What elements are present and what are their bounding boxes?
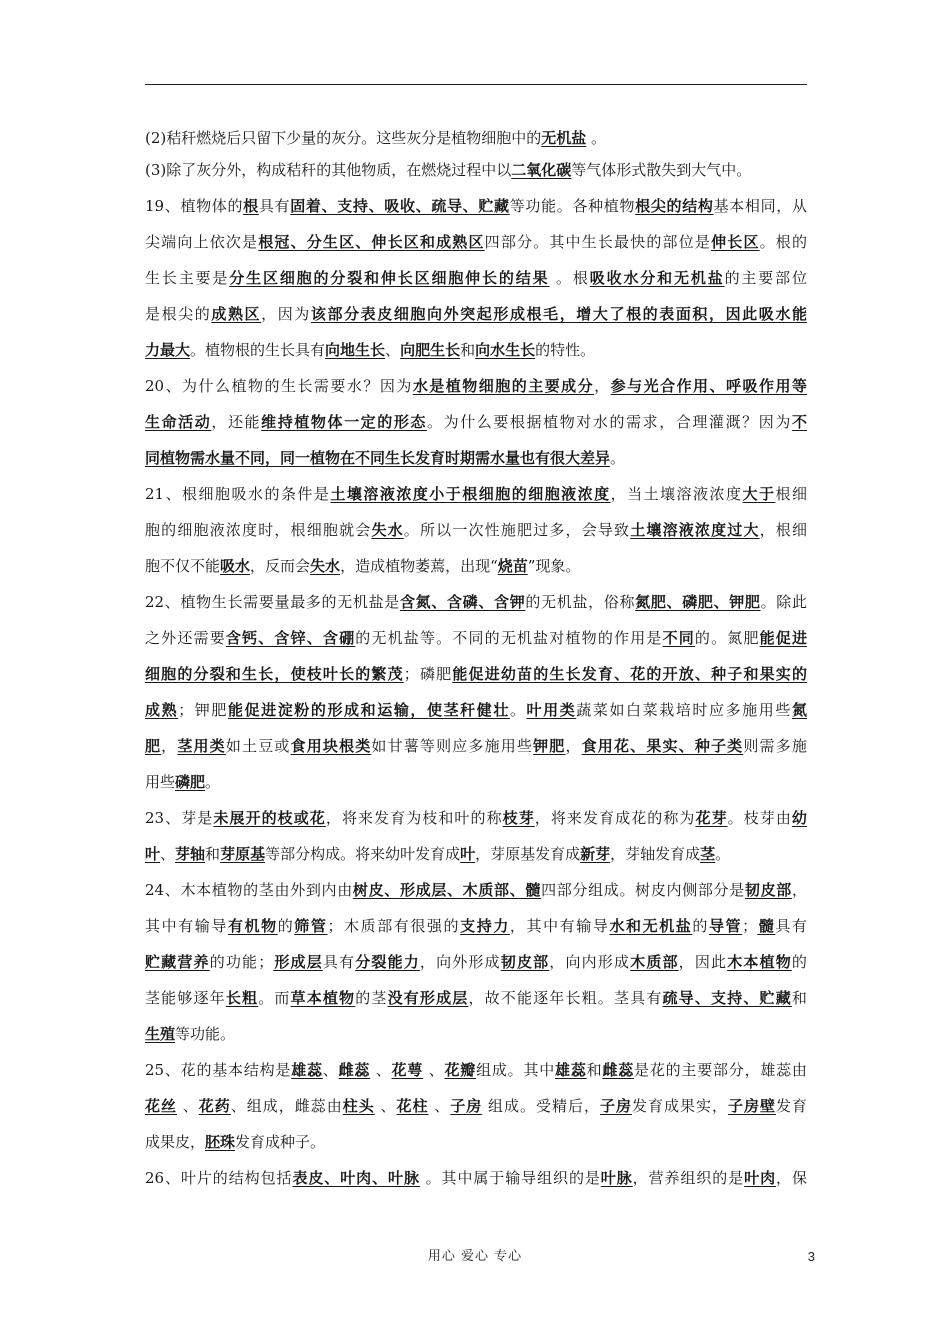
answer-term: 食用块根类 (290, 737, 372, 755)
answer-term: 力最大 (145, 341, 191, 359)
answer-term: 花药 (198, 1097, 231, 1115)
answer-term: 向地生长 (325, 341, 386, 359)
answer-term: 草本植物 (290, 989, 356, 1007)
answer-term: 雄蕊 (291, 1061, 323, 1079)
text-segment: ，因此 (678, 953, 728, 971)
text-segment: ，向内形成 (549, 953, 631, 971)
text-segment: 如甘薯等则应多施用些 (371, 737, 534, 755)
answer-term: 含钙、含锌、含硼 (225, 629, 356, 647)
text-line (145, 1052, 807, 1088)
answer-term: 子房 (599, 1097, 632, 1115)
text-segment: ，将来发育成花的称为 (534, 809, 696, 827)
text-segment: 20、为什么植物的生长需要水？因为 (145, 377, 413, 395)
text-line (145, 764, 807, 800)
text-segment: 、 (423, 1061, 445, 1079)
answer-term: 能促进淀粉的形成和运输，使茎秆健壮 (227, 701, 510, 719)
text-segment: 和 (791, 989, 807, 1007)
answer-term: 花萼 (391, 1061, 424, 1079)
answer-term: 木质部 (630, 953, 679, 971)
text-line (145, 224, 807, 260)
text-line (145, 1160, 807, 1196)
text-segment: ； (742, 917, 758, 935)
text-segment: 。枝芽由 (727, 809, 792, 827)
answer-term: 贮藏营养 (145, 953, 210, 971)
answer-term: 土壤溶液浓度小于根细胞的细胞液浓度 (330, 485, 611, 503)
text-segment: ，故不能逐年长粗。茎具有 (468, 989, 663, 1007)
answer-term: 钾肥 (533, 737, 566, 755)
text-segment: 、 (385, 341, 401, 359)
text-segment: ，造成植物萎蔫，出现“ (340, 557, 498, 575)
text-segment: 四部分组成。树皮内侧部分是 (541, 881, 745, 899)
text-segment: 等功能。各种植物 (509, 197, 636, 215)
text-segment: 基本相同，从 (713, 197, 807, 215)
text-segment: 、组成，雌蕊由 (230, 1097, 343, 1115)
answer-term: 枝芽 (502, 809, 535, 827)
answer-term: 叶肉 (744, 1169, 777, 1187)
text-segment: 。 (586, 129, 607, 147)
text-segment: 组成。其中 (476, 1061, 556, 1079)
answer-term: 叶 (145, 845, 161, 863)
answer-term: 叶 (460, 845, 476, 863)
answer-term: 同植物需水量不同，同一植物在不同生长发育时期需水量也有很大差异 (145, 449, 611, 467)
text-line (145, 1124, 807, 1160)
text-line (145, 332, 807, 368)
answer-term: 花丝 (145, 1097, 177, 1115)
answer-term: 有机物 (227, 917, 278, 935)
answer-term: 能促进幼苗的生长发育、花的开放、种子和果实的 (452, 665, 807, 683)
answer-term: 食用花、果实、种子类 (581, 737, 744, 755)
answer-term: 茎 (700, 845, 716, 863)
text-segment: 成果皮， (145, 1133, 206, 1151)
answer-term: 木本植物 (727, 953, 792, 971)
text-segment: ，根细 (759, 521, 807, 539)
footer-text: 用心 爱心 专心 (427, 1249, 523, 1264)
answer-term: 磷肥 (175, 773, 206, 791)
answer-term: 叶用类 (526, 701, 577, 719)
answer-term: 固着、支持、吸收、疏导、贮藏 (290, 197, 510, 215)
text-segment: 是花的主要部分，雄蕊由 (634, 1061, 807, 1079)
text-segment: ，反而会 (250, 557, 311, 575)
answer-term: 成熟区 (211, 305, 262, 323)
text-segment: 和 (205, 845, 221, 863)
text-segment: 具有 (258, 197, 291, 215)
text-segment: ”现象。 (527, 557, 581, 575)
text-segment: 茎能够逐年 (145, 989, 226, 1007)
text-segment: 的无机盐，俗称 (525, 593, 636, 611)
answer-term: 叶脉 (600, 1169, 633, 1187)
answer-term: 吸水 (220, 557, 251, 575)
text-segment: 。其中属于输导组织的是 (419, 1169, 601, 1187)
answer-term: 新芽 (580, 845, 611, 863)
text-segment: 等部分构成。将来幼叶发育成 (265, 845, 461, 863)
text-segment: (3)除了灰分外，构成秸秆的其他物质，在燃烧过程中以 (145, 161, 512, 179)
text-segment: 、 (374, 1097, 397, 1115)
answer-term: 参与光合作用、呼吸作用等 (610, 377, 807, 395)
text-segment: 的 (692, 917, 709, 935)
text-segment: 胞的细胞液浓度时，根细胞就会 (145, 521, 372, 539)
text-segment: 蔬菜如白菜栽培时应多施用些 (576, 701, 792, 719)
text-segment: 的无机盐等。不同的无机盐对植物的作用是 (355, 629, 663, 647)
answer-term: 细胞的分裂和生长，使枝叶长的繁茂 (145, 665, 404, 683)
text-segment: 如土豆或 (225, 737, 291, 755)
text-segment: 。根 (549, 269, 590, 287)
text-line (145, 944, 807, 980)
answer-term: 幼 (791, 809, 807, 827)
answer-term: 茎用类 (177, 737, 226, 755)
answer-term: 子房 (450, 1097, 483, 1115)
text-segment: ；磷肥 (403, 665, 453, 683)
text-segment: 。 (509, 701, 527, 719)
text-line (145, 1016, 807, 1052)
text-line (145, 152, 807, 188)
text-segment: 的 (791, 953, 807, 971)
text-line (145, 692, 807, 728)
answer-term: 树皮、形成层、木质部、髓 (352, 881, 542, 899)
text-segment: 、 (370, 1061, 392, 1079)
text-segment: 、 (177, 1097, 199, 1115)
answer-term: 子房壁 (727, 1097, 776, 1115)
text-segment: 。所以一次性施肥过多，会导致 (403, 521, 631, 539)
answer-term: 失水 (371, 521, 404, 539)
answer-term: 柱头 (342, 1097, 375, 1115)
answer-term: 根尖的结构 (635, 197, 714, 215)
text-segment: ，因为 (261, 305, 311, 323)
text-segment: ， (161, 737, 178, 755)
answer-term: 花芽 (695, 809, 728, 827)
answer-term: 水和无机盐 (609, 917, 693, 935)
text-line (145, 836, 807, 872)
text-segment: ；木质部有很强的 (327, 917, 461, 935)
text-line (145, 872, 807, 908)
text-line (145, 296, 807, 332)
text-line (145, 124, 807, 152)
answer-term: 二氧化碳 (511, 161, 572, 179)
text-segment: 26、叶片的结构包括 (145, 1169, 293, 1187)
text-segment: 、 (428, 1097, 451, 1115)
answer-term: 烧苗 (497, 557, 528, 575)
answer-term: 没有形成层 (387, 989, 469, 1007)
answer-term: 大于 (742, 485, 776, 503)
text-segment: 发育 (775, 1097, 807, 1115)
answer-term: 水是植物细胞的主要成分 (412, 377, 595, 395)
answer-term: 向肥生长 (400, 341, 461, 359)
answer-term: 无机盐 (541, 129, 587, 147)
answer-term: 该部分表皮细胞向外突起形成根毛，增大了根的表面积，因此吸水能 (310, 305, 807, 323)
answer-term: 导管 (708, 917, 743, 935)
text-line (145, 656, 807, 692)
answer-term: 花瓣 (444, 1061, 477, 1079)
text-segment: 等气体形式散失到大气中。 (571, 161, 752, 179)
text-line (145, 584, 807, 620)
text-segment: 尖端向上依次是 (145, 233, 259, 251)
text-segment: 24、木本植物的茎由外到内由 (145, 881, 353, 899)
answer-term: 氮 (791, 701, 807, 719)
text-segment: 、 (160, 845, 176, 863)
text-line (145, 440, 807, 476)
text-segment: 。 (205, 773, 221, 791)
answer-term: 维持植物体一定的形态 (261, 413, 428, 431)
text-line (145, 980, 807, 1016)
text-segment: 生长主要是 (145, 269, 230, 287)
text-line (145, 260, 807, 296)
text-segment: 其中有输导 (145, 917, 228, 935)
text-segment: ，还能 (211, 413, 262, 431)
text-segment: ， (791, 881, 807, 899)
text-segment: ，芽轴发育成 (610, 845, 701, 863)
answer-term: 胚珠 (205, 1133, 236, 1151)
text-segment: 。为什么要根据植物对水的需求，合理灌溉？因为 (427, 413, 792, 431)
answer-term: 伸长区 (711, 233, 760, 251)
answer-term: 筛管 (294, 917, 328, 935)
answer-term: 芽原基 (220, 845, 266, 863)
answer-term: 不 (791, 413, 807, 431)
answer-term: 含氮、含磷、含钾 (399, 593, 526, 611)
answer-term: 雌蕊 (338, 1061, 371, 1079)
answer-term: 疏导、支持、贮藏 (662, 989, 792, 1007)
text-segment: 的主要部位 (724, 269, 807, 287)
answer-term: 失水 (310, 557, 341, 575)
text-segment: ， (565, 737, 582, 755)
header-rule (145, 84, 807, 85)
answer-term: 髓 (757, 917, 776, 935)
answer-term: 肥 (145, 737, 162, 755)
text-segment: 的茎 (355, 989, 388, 1007)
text-segment: 发育成果实， (631, 1097, 728, 1115)
text-segment: 四部分。其中生长最快的部位是 (484, 233, 712, 251)
text-segment: ，芽原基发育成 (475, 845, 581, 863)
text-line (145, 512, 807, 548)
answer-term: 未展开的枝或花 (213, 809, 326, 827)
answer-term: 分生区细胞的分裂和伸长区细胞伸长的结果 (229, 269, 550, 287)
answer-term: 向水生长 (475, 341, 536, 359)
text-segment: 具有 (322, 953, 356, 971)
text-segment: 用些 (145, 773, 176, 791)
text-segment: ， (594, 377, 611, 395)
text-line (145, 1088, 807, 1124)
document-body (145, 124, 807, 1196)
text-segment: 和 (460, 341, 476, 359)
text-segment: 根细 (775, 485, 807, 503)
text-segment: 。除此 (760, 593, 807, 611)
answer-term: 表皮、叶肉、叶脉 (292, 1169, 420, 1187)
text-segment: 、 (322, 1061, 339, 1079)
page-number: 3 (807, 1249, 815, 1264)
answer-term: 长粗 (225, 989, 259, 1007)
text-segment: 和 (586, 1061, 603, 1079)
text-segment: 。根的 (759, 233, 807, 251)
text-line (145, 368, 807, 404)
answer-term: 雄蕊 (555, 1061, 587, 1079)
text-line (145, 620, 807, 656)
text-segment: 23、芽是 (145, 809, 214, 827)
answer-term: 分裂能力 (355, 953, 420, 971)
text-segment: 之外还需要 (145, 629, 226, 647)
text-segment: 22、植物生长需要量最多的无机盐是 (145, 593, 400, 611)
text-segment: 的功能； (209, 953, 274, 971)
text-segment: 21、根细胞吸水的条件是 (145, 485, 331, 503)
text-segment: 的。氮肥 (694, 629, 760, 647)
answer-term: 雌蕊 (602, 1061, 635, 1079)
text-segment: ；钾肥 (178, 701, 228, 719)
text-line (145, 476, 807, 512)
answer-term: 吸收水分和无机盐 (589, 269, 725, 287)
answer-term: 氮肥、磷肥、钾肥 (635, 593, 761, 611)
text-segment: ，其中有输导 (509, 917, 610, 935)
text-segment: (2)秸秆燃烧后只留下少量的灰分。这些灰分是植物细胞中的 (145, 129, 542, 147)
text-segment: 等功能。 (175, 1025, 236, 1043)
text-line (145, 800, 807, 836)
text-line (145, 908, 807, 944)
text-segment: 的 (277, 917, 295, 935)
text-segment: 发育成种子。 (235, 1133, 326, 1151)
text-segment: ，当土壤溶液浓度 (610, 485, 743, 503)
text-segment: 。 (610, 449, 626, 467)
answer-term: 成熟 (145, 701, 179, 719)
text-segment: 组成。受精后， (482, 1097, 600, 1115)
answer-term: 花柱 (396, 1097, 429, 1115)
text-segment: 19、植物体的 (145, 197, 244, 215)
answer-term: 韧皮部 (500, 953, 550, 971)
text-segment: 的特性。 (535, 341, 596, 359)
text-segment: 则需多施 (743, 737, 807, 755)
text-line (145, 728, 807, 764)
answer-term: 韧皮部 (744, 881, 792, 899)
text-segment: ，将来发育为枝和叶的称 (325, 809, 503, 827)
text-segment: ，营养组织的是 (632, 1169, 745, 1187)
answer-term: 形成层 (273, 953, 323, 971)
answer-term: 生殖 (145, 1025, 176, 1043)
text-segment: 。而 (258, 989, 291, 1007)
answer-term: 根 (243, 197, 259, 215)
answer-term: 能促进 (759, 629, 807, 647)
text-segment: ，保 (776, 1169, 807, 1187)
answer-term: 生命活动 (145, 413, 212, 431)
text-segment: 。 (715, 845, 731, 863)
text-line (145, 548, 807, 584)
answer-term: 土壤溶液浓度过大 (630, 521, 760, 539)
text-segment: 。植物根的生长具有 (190, 341, 326, 359)
text-line (145, 404, 807, 440)
answer-term: 芽轴 (175, 845, 206, 863)
text-segment: 具有 (775, 917, 807, 935)
text-segment: 25、花的基本结构是 (145, 1061, 292, 1079)
answer-term: 根冠、分生区、伸长区和成熟区 (258, 233, 485, 251)
text-segment: 胞不仅不能 (145, 557, 221, 575)
text-segment: 是根尖的 (145, 305, 212, 323)
text-line (145, 188, 807, 224)
answer-term: 不同 (662, 629, 695, 647)
page-footer (0, 1246, 950, 1268)
answer-term: 支持力 (460, 917, 510, 935)
text-segment: ，向外形成 (419, 953, 501, 971)
